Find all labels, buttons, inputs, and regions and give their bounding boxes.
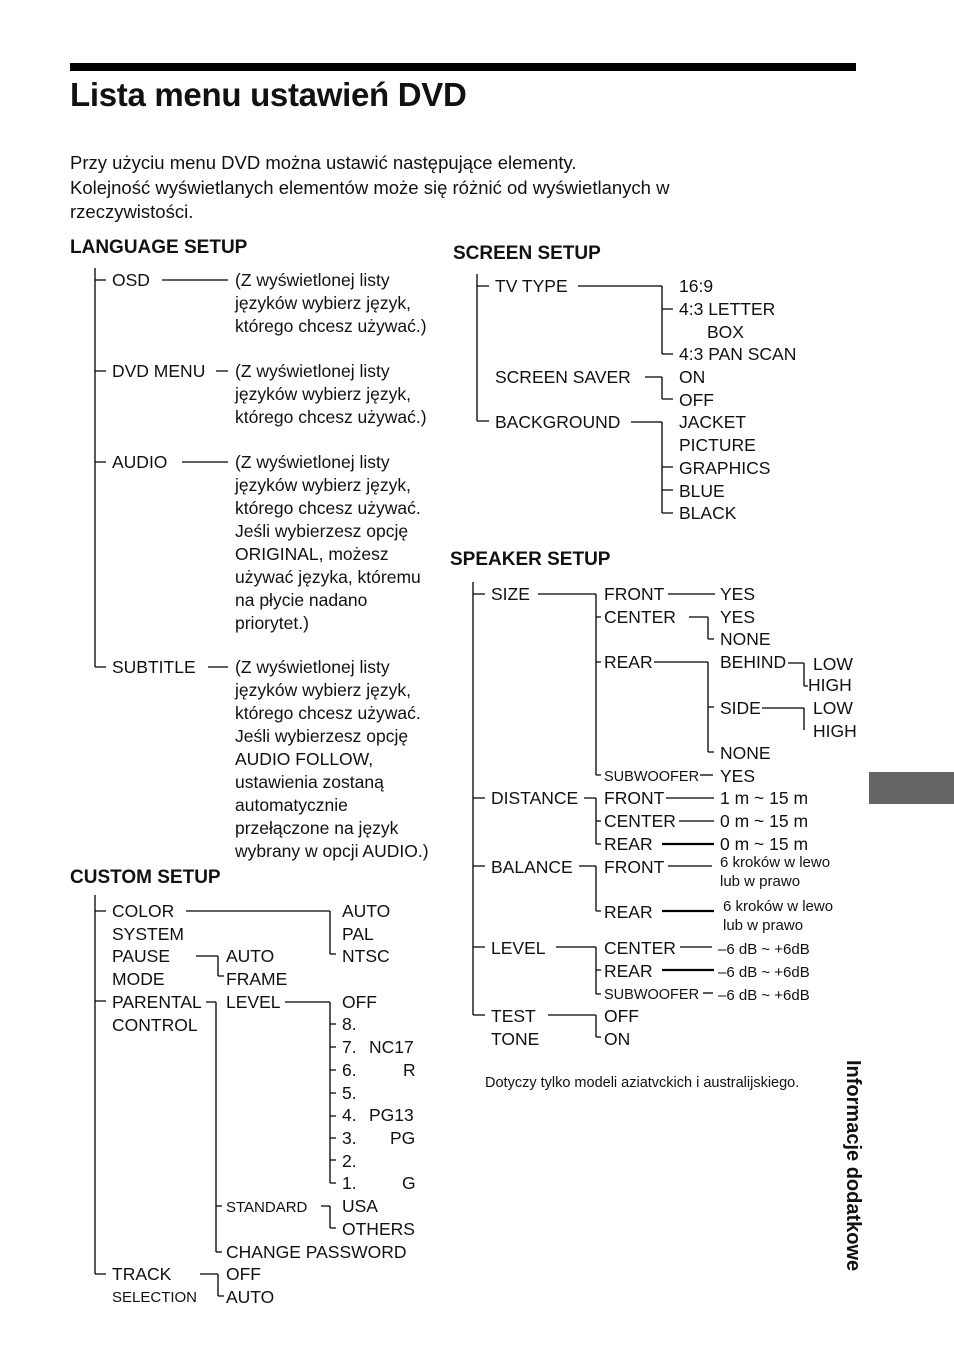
- bg-black: BLACK: [679, 503, 737, 523]
- standard-others: OTHERS: [342, 1219, 415, 1239]
- level-3: 3.: [342, 1128, 357, 1148]
- dvd-menu-description: (Z wyświetlonej listy języków wybierz język, którego chcesz używać.): [235, 361, 427, 427]
- speaker-setup-heading: SPEAKER SETUP: [450, 549, 611, 570]
- menu-item-balance: BALANCE: [491, 857, 573, 877]
- balance-rear-value: 6 kroków w lewo lub w prawo: [723, 898, 834, 934]
- side-tab-label: Informacje dodatkowe: [842, 1060, 864, 1272]
- menu-item-subtitle: SUBTITLE: [112, 657, 196, 677]
- page-title: Lista menu ustawień DVD: [70, 76, 467, 113]
- behind-low: LOW: [813, 654, 853, 674]
- rear-none: NONE: [720, 743, 771, 763]
- level-subwoofer: SUBWOOFER: [604, 987, 700, 1003]
- tv-type-pan-scan: 4:3 PAN SCAN: [679, 344, 797, 364]
- level-4: 4.: [342, 1105, 357, 1125]
- option-pause-auto: AUTO: [226, 946, 275, 966]
- distance-center: CENTER: [604, 811, 676, 831]
- menu-item-pause-mode: PAUSE MODE: [112, 946, 171, 989]
- distance-front-value: 1 m ~ 15 m: [720, 788, 809, 808]
- level-5: 5.: [342, 1083, 357, 1103]
- submenu-standard: STANDARD: [226, 1199, 308, 1216]
- level-rear: REAR: [604, 961, 653, 981]
- size-center: CENTER: [604, 607, 676, 627]
- level-center-value: –6 dB ~ +6dB: [718, 941, 810, 958]
- distance-center-value: 0 m ~ 15 m: [720, 811, 809, 831]
- screen-setup-heading: SCREEN SETUP: [453, 243, 601, 264]
- level-8: 8.: [342, 1014, 357, 1034]
- menu-item-tv-type: TV TYPE: [495, 276, 568, 296]
- option-frame: FRAME: [226, 969, 288, 989]
- tv-type-16-9: 16:9: [679, 276, 714, 296]
- level-2: 2.: [342, 1151, 357, 1171]
- option-auto: AUTO: [342, 901, 391, 921]
- saver-on: ON: [679, 367, 706, 387]
- distance-front: FRONT: [604, 788, 665, 808]
- level-6: 6.: [342, 1060, 357, 1080]
- level-6-rating: R: [403, 1060, 416, 1080]
- side-high: HIGH: [813, 721, 857, 741]
- level-subwoofer-value: –6 dB ~ +6dB: [718, 987, 810, 1004]
- menu-item-screen-saver: SCREEN SAVER: [495, 367, 631, 387]
- balance-rear: REAR: [604, 902, 653, 922]
- distance-rear: REAR: [604, 834, 653, 854]
- bg-jacket-picture: JACKET PICTURE: [679, 412, 756, 455]
- footnote: Dotyczy tylko modeli aziatvckich i australijskiego.: [485, 1075, 800, 1091]
- option-ntsc: NTSC: [342, 946, 390, 966]
- level-1-rating: G: [402, 1173, 416, 1193]
- tv-type-letterbox: 4:3 LETTER: [679, 299, 776, 319]
- custom-setup-heading: CUSTOM SETUP: [70, 867, 221, 888]
- size-front-yes: YES: [720, 584, 756, 604]
- rear-side: SIDE: [720, 698, 761, 718]
- balance-front-value: 6 kroków w lewo lub w prawo: [720, 854, 831, 890]
- menu-item-dvd-menu: DVD MENU: [112, 361, 206, 381]
- balance-front: FRONT: [604, 857, 665, 877]
- tv-type-letterbox-cont: BOX: [707, 322, 744, 342]
- track-auto: AUTO: [226, 1287, 275, 1307]
- size-subwoofer: SUBWOOFER: [604, 769, 700, 785]
- audio-description: (Z wyświetlonej listy języków wybierz język, którego chcesz używać. Jeśli wybierzesz opcję ORIGINAL, możesz używać języka, któremu na płycie nadano priorytet.): [235, 452, 421, 633]
- menu-item-level: LEVEL: [491, 938, 546, 958]
- standard-usa: USA: [342, 1196, 378, 1216]
- language-setup-heading: LANGUAGE SETUP: [70, 237, 248, 258]
- size-center-yes: YES: [720, 607, 756, 627]
- level-7: 7.: [342, 1037, 357, 1057]
- menu-item-parental-control: PARENTAL CONTROL: [112, 992, 202, 1035]
- menu-item-osd: OSD: [112, 270, 150, 290]
- level-off: OFF: [342, 992, 377, 1012]
- size-center-none: NONE: [720, 629, 771, 649]
- level-7-rating: NC17: [369, 1037, 414, 1057]
- menu-item-background: BACKGROUND: [495, 412, 621, 432]
- menu-item-distance: DISTANCE: [491, 788, 579, 808]
- track-off: OFF: [226, 1264, 261, 1284]
- behind-high: HIGH: [808, 675, 852, 695]
- size-front: FRONT: [604, 584, 665, 604]
- subwoofer-yes: YES: [720, 766, 756, 786]
- intro-text: Przy użyciu menu DVD można ustawić następujące elementy. Kolejność wyświetlanych elementów może się różnić od wyświetlanych w rzeczywistości.: [70, 152, 670, 222]
- side-low: LOW: [813, 698, 853, 718]
- size-rear: REAR: [604, 652, 653, 672]
- rear-behind: BEHIND: [720, 652, 787, 672]
- bg-blue: BLUE: [679, 481, 725, 501]
- menu-item-audio: AUDIO: [112, 452, 168, 472]
- level-4-rating: PG13: [369, 1105, 414, 1125]
- osd-description: (Z wyświetlonej listy języków wybierz język, którego chcesz używać.): [235, 270, 427, 336]
- level-1: 1.: [342, 1173, 357, 1193]
- menu-item-track-selection: TRACK SELECTION: [112, 1264, 198, 1306]
- menu-item-test-tone: TEST TONE: [491, 1006, 540, 1049]
- distance-rear-value: 0 m ~ 15 m: [720, 834, 809, 854]
- level-rear-value: –6 dB ~ +6dB: [718, 964, 810, 981]
- submenu-level: LEVEL: [226, 992, 281, 1012]
- submenu-change-password: CHANGE PASSWORD: [226, 1242, 407, 1262]
- level-center: CENTER: [604, 938, 676, 958]
- option-pal: PAL: [342, 924, 374, 944]
- menu-item-color-system: COLOR SYSTEM: [112, 901, 184, 944]
- test-tone-off: OFF: [604, 1006, 639, 1026]
- level-3-rating: PG: [390, 1128, 416, 1148]
- bg-graphics: GRAPHICS: [679, 458, 771, 478]
- menu-item-size: SIZE: [491, 584, 530, 604]
- subtitle-description: (Z wyświetlonej listy języków wybierz język, którego chcesz używać. Jeśli wybierzesz opcję AUDIO FOLLOW, ustawienia zostaną automatycznie przełączone na język wybrany w opcji AUDIO.): [235, 657, 429, 861]
- saver-off: OFF: [679, 390, 714, 410]
- test-tone-on: ON: [604, 1029, 631, 1049]
